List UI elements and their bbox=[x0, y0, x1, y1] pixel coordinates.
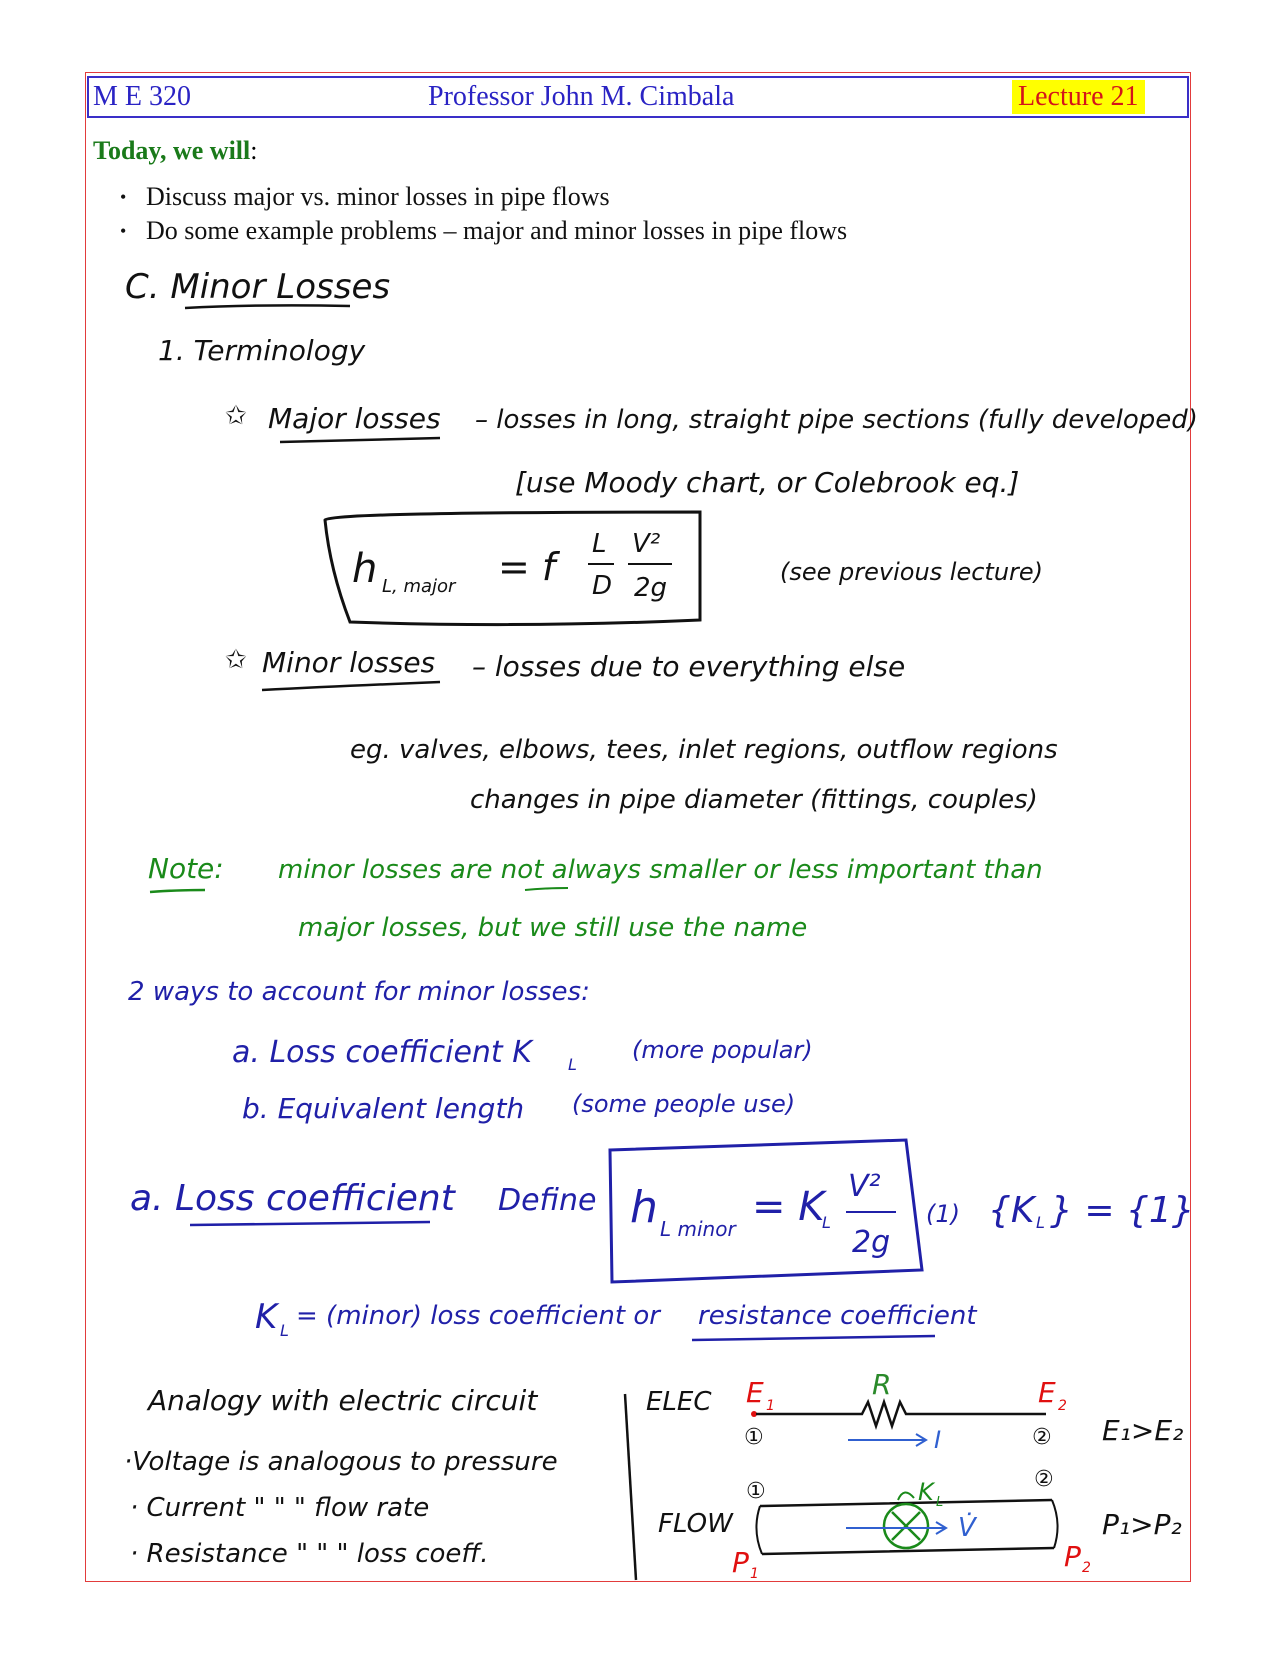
minor-underline bbox=[262, 682, 440, 690]
valve-handle bbox=[898, 1492, 914, 1500]
minor-examples-2: changes in pipe diameter (fittings, couples) bbox=[470, 785, 1038, 815]
section-underline bbox=[185, 305, 350, 308]
note-underline bbox=[150, 890, 205, 892]
major-underline bbox=[280, 438, 440, 442]
loss-coefficient-underline bbox=[190, 1222, 430, 1225]
flow-node-2: ② bbox=[1034, 1467, 1054, 1492]
kl-definition-subscript: L bbox=[280, 1321, 289, 1340]
p1-label: P bbox=[732, 1546, 749, 1579]
dimensions-subscript: L bbox=[1036, 1213, 1045, 1232]
major-eq-V2: V² bbox=[632, 529, 661, 559]
bullet-1: • Discuss major vs. minor losses in pipe flows bbox=[120, 180, 847, 214]
minor-eq-h: h bbox=[630, 1182, 658, 1233]
major-eq-subscript: L, major bbox=[382, 576, 456, 597]
ways-heading: 2 ways to account for minor losses: bbox=[128, 977, 590, 1007]
dimensions-close: } = {1} bbox=[1050, 1190, 1195, 1231]
analogy-divider bbox=[625, 1394, 636, 1580]
minor-eq-2g: 2g bbox=[852, 1225, 891, 1260]
way-a-subscript: L bbox=[568, 1055, 577, 1074]
p2-label: P bbox=[1064, 1540, 1081, 1573]
note-line-2: major losses, but we still use the name bbox=[298, 913, 808, 943]
p1-subscript: 1 bbox=[750, 1566, 759, 1582]
major-use: [use Moody chart, or Colebrook eq.] bbox=[515, 466, 1020, 499]
dimensions-open: {K bbox=[988, 1190, 1035, 1231]
intro-colon: : bbox=[250, 136, 258, 165]
way-a-note: (more popular) bbox=[632, 1036, 813, 1064]
valve-k-subscript: L bbox=[936, 1495, 944, 1510]
major-eq-D: D bbox=[592, 571, 613, 601]
professor-name: Professor John M. Cimbala bbox=[428, 81, 735, 112]
major-eq-rhs: = f bbox=[498, 545, 556, 589]
analogy-resistance: · Resistance " " " loss coeff. bbox=[130, 1539, 489, 1569]
minor-examples-1: eg. valves, elbows, tees, inlet regions, outflow regions bbox=[350, 735, 1058, 765]
flow-node-1: ① bbox=[746, 1479, 766, 1504]
subsection-title: 1. Terminology bbox=[158, 334, 366, 367]
section-title: C. Minor Losses bbox=[125, 267, 391, 307]
e1-subscript: 1 bbox=[766, 1398, 775, 1414]
analogy-current: · Current " " " flow rate bbox=[130, 1493, 430, 1523]
define-label: Define bbox=[498, 1183, 597, 1218]
minor-eq-V2: V² bbox=[848, 1169, 881, 1204]
star-icon: ✩ bbox=[225, 401, 247, 431]
kl-definition-K: K bbox=[255, 1297, 278, 1337]
way-b-note: (some people use) bbox=[572, 1090, 796, 1118]
note-line-1: minor losses are not always smaller or less important than bbox=[278, 855, 1043, 885]
current-label: I bbox=[934, 1426, 942, 1454]
intro-lead-text: Today, we will bbox=[93, 136, 251, 165]
analogy-title: Analogy with electric circuit bbox=[148, 1384, 538, 1417]
loss-coefficient-title: a. Loss coefficient bbox=[130, 1178, 455, 1219]
star-icon-2: ✩ bbox=[225, 645, 247, 675]
bullet-2: • Do some example problems – major and minor losses in pipe flows bbox=[120, 214, 847, 248]
valve-cross bbox=[892, 1512, 920, 1540]
kl-definition-text: = (minor) loss coefficient or bbox=[296, 1301, 660, 1331]
minor-definition: – losses due to everything else bbox=[472, 650, 906, 683]
e2-label: E bbox=[1038, 1376, 1056, 1409]
p2-subscript: 2 bbox=[1082, 1560, 1091, 1576]
major-reference: (see previous lecture) bbox=[780, 558, 1044, 586]
pressure-relation: P₁>P₂ bbox=[1102, 1508, 1182, 1541]
elec-label: ELEC bbox=[646, 1387, 712, 1417]
lecture-number: Lecture 21 bbox=[1012, 80, 1145, 114]
not-underline bbox=[525, 888, 568, 890]
voltage-relation: E₁>E₂ bbox=[1102, 1414, 1184, 1447]
flow-label: FLOW bbox=[658, 1509, 733, 1539]
minor-label: Minor losses bbox=[262, 646, 436, 679]
flow-rate-label: V̇ bbox=[958, 1513, 976, 1543]
major-eq-2g: 2g bbox=[634, 573, 668, 603]
major-label: Major losses bbox=[268, 402, 441, 435]
major-definition: – losses in long, straight pipe sections (fully developed) bbox=[475, 405, 1198, 435]
e2-subscript: 2 bbox=[1058, 1398, 1067, 1414]
major-eq-h: h bbox=[352, 546, 378, 592]
major-eq-L: L bbox=[592, 529, 607, 559]
course-number: M E 320 bbox=[93, 81, 191, 112]
kl-definition-alt: resistance coefficient bbox=[698, 1301, 977, 1331]
valve-k-label: K bbox=[918, 1478, 934, 1506]
resistor-label: R bbox=[872, 1368, 892, 1401]
minor-eq-K-subscript: L bbox=[822, 1213, 831, 1232]
resistor-wire bbox=[756, 1402, 1046, 1426]
resistance-underline bbox=[692, 1336, 935, 1340]
minor-eq-K: = K bbox=[752, 1184, 825, 1230]
e1-label: E bbox=[746, 1376, 764, 1409]
equation-number: (1) bbox=[926, 1200, 960, 1228]
note-label: Note: bbox=[148, 852, 224, 885]
way-a: a. Loss coefficient K bbox=[232, 1035, 532, 1070]
elec-node-1: ① bbox=[744, 1425, 764, 1450]
minor-eq-subscript: L minor bbox=[660, 1217, 736, 1241]
analogy-voltage: ·Voltage is analogous to pressure bbox=[124, 1447, 558, 1477]
way-b: b. Equivalent length bbox=[242, 1092, 525, 1125]
elec-node-2: ② bbox=[1032, 1425, 1052, 1450]
